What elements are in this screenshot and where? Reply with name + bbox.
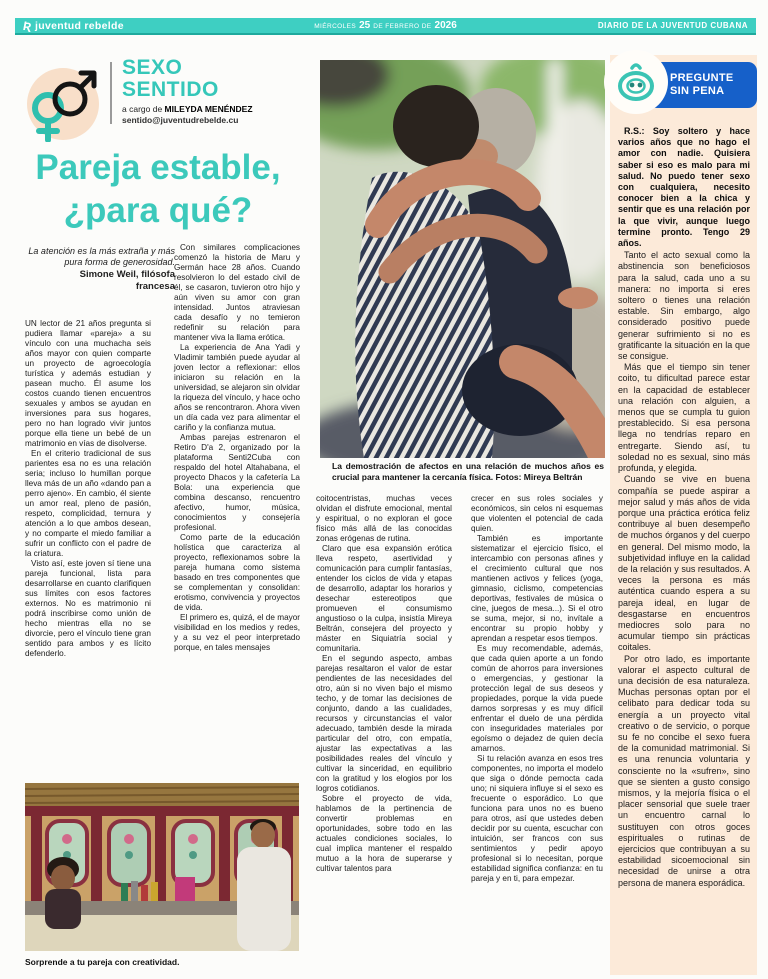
- paragraph: También es importante sistematizar el ejercicio físico, el intercambio con personas afines y el crecimiento cultural que nos mantienen activos y felices (yoga, gimnasio, ciclismo, competencias deportivas, festivales de música o cine, juegos de mesa...). Si el otro se suma, mejor, si no, invítale a encontrar su propio hobby y aprendan a respetar esos tiempos.: [471, 534, 603, 643]
- paragraph: crecer en sus roles sociales y económicos, sin celos ni esquemas que violenten el potencial de cada quien.: [471, 494, 603, 533]
- answer-paragraph: Por otro lado, es importante valorar el aspecto cultural de una decisión de esa naturaleza. Muchas personas optan por el celibato para dedicar toda su energía a un proyecto vital creativo o de servicio, o porque su fe no concibe el sexo fuera de la comunidad matrimonial. Si es una renuncia voluntaria y consciente no la «sufren», sino que se sienten a gusto consigo mismos, y la mejoría física o el placer sensorial que suele traer un encuentro carnal lo sustituyen con otros goces espirituales o rutinas de ejercicios que contribuyan a su estabilidad sicoemocional sin necesidad de unirse a otra persona de manera esporádica.: [618, 653, 750, 888]
- masthead-brand: juventud rebelde: [35, 19, 124, 32]
- paragraph: Claro que esa expansión erótica lleva respeto, asertividad y comunicación para cumplir fantasías, entender los ciclos de vida y etapas de desarrollo, adaptar los horarios y desechar estereotipos que promueven el consumismo angustioso o la culpa, insistía Mireya Beltrán, consejera del proyecto y máster en Siquiatría social y comunitaria.: [316, 544, 452, 653]
- paragraph: Si tu relación avanza en esos tres componentes, no importa el modelo que siga o dónde pernocta cada uno; ni siquiera influye si el sexo es frecuente o esporádico. Lo que funciona para unos no es bueno para otros, así que ustedes deben decidir por su cuenta, escuchar con intuición, ser francos con sus sentimientos y pedir apoyo profesional si lo necesitan, porque estabilidad significa confianza: en tu pareja y en ti, para empezar.: [471, 754, 603, 883]
- date-year: 2026: [434, 20, 457, 31]
- paragraph: UN lector de 21 años pregunta si pudiera llamar «pareja» a su vínculo con una muchacha seis años mayor con quien comparte un proyecto de agroecología turística y además estudian y pasean mucho. Él asume los costos cuando tienen encuentros sexuales y ambos se ayudan en inversiones para sus hogares, pero no han logrado vivir juntos porque ella tiene un bebé de un matrimonio en vías de disolverse.: [25, 319, 151, 448]
- paragraph: En el segundo aspecto, ambas parejas resaltaron el valor de estar pendientes de las necesidades del otro, aún si no viven bajo el mismo techo, y de tomar las decisiones de conjunto, dando a las cualidades, recursos y circunstancias el valor adecuado, también desde la mirada particular del otro, con empatía, ajustar las expectativas a las posibilidades reales del vínculo y cultivar la sinceridad, en equilibrio con la gratitud y los elogios por los logros cotidianos.: [316, 654, 452, 793]
- paragraph: Como parte de la educación holística que caracteriza al proyecto, reflexionamos sobre la pareja humana como sistema basado en tres componentes que se complementan y consolidan: erotismo, convivencia y proyectos de vida.: [174, 533, 300, 612]
- answer-paragraph: Más que el tiempo sin tener coito, tu dificultad parece estar en la capacidad de establecer una relación con alguien, a menos que se cumpla tu guion prestablecido. Si esa persona llega no tendrías reparo en entregarte. Siendo así, tu soledad no es sexual, sino más profunda, y elegida.: [618, 362, 750, 474]
- jr-logo-icon: Ʀ: [23, 18, 32, 33]
- paragraph: La experiencia de Ana Yadi y Vladimir también puede ayudar al joven lector a reflexionar: ellos iniciaron su relación en la universidad, se alejaron sin olvidar la riqueza del vínculo, y hace ocho años se rencontraron. Ahora viven un día cada vez para alimentar el cariño y la confianza mutua.: [174, 343, 300, 432]
- paragraph: Ambas parejas estrenaron el Retiro D'a 2, organizado por la plataforma Senti2Cuba con respaldo del hotel Altahabana, el proyecto Dhacos y la cafetería La Bola: una experiencia que combina descanso, rencuentro afectivo, humor, música, conocimientos y consejería profesional.: [174, 433, 300, 532]
- article-headline: [8, 146, 308, 232]
- byline-line: [122, 104, 253, 115]
- masthead-bar: [15, 18, 756, 35]
- paragraph: Sobre el proyecto de vida, hablamos de la pertinencia de convertir problemas en oportunidades, sobre todo en las actuales condiciones sociales, lo cual implica mantener el respaldo mutuo a la hora de superarse y cultivar talentos para: [316, 794, 452, 873]
- masthead-date: [314, 20, 457, 31]
- byline-prefix: a cargo de: [122, 104, 165, 114]
- photo2-caption: Sorprende a tu pareja con creatividad.: [25, 957, 180, 967]
- article-column-2: [174, 243, 300, 779]
- paragraph: Visto así, este joven sí tiene una pareja funcional, lista para desarrollarse en cuanto clarifiquen sus límites con esos factores externos. No es matrimonio ni podrá inscribirse como unión de hecho mientras ella no se divorcie, pero el vínculo tiene gran sentido para ambos y es lícito defenderlo.: [25, 559, 151, 658]
- sidebar-qa: [618, 126, 750, 889]
- pull-quote-text: La atención es la más extraña y más pura forma de generosidad.: [28, 246, 175, 267]
- article-column-4: [471, 494, 603, 976]
- byline-name: MILEYDA MENÉNDEZ: [164, 104, 253, 114]
- photo-bar-scene: [25, 783, 299, 951]
- paragraph: coitocentristas, muchas veces olvidan el disfrute emocional, mental y espiritual, o no exploran el goce físico más allá de las conocidas zonas erógenas de rutina.: [316, 494, 452, 543]
- section-byline: [122, 104, 253, 125]
- masthead-tagline: DIARIO DE LA JUVENTUD CUBANA: [597, 21, 748, 30]
- date-weekday: MIÉRCOLES: [314, 23, 357, 30]
- sidebar-title-line2: SIN PENA: [670, 85, 725, 97]
- pull-quote-attribution: [25, 269, 175, 292]
- photo-caption: La demostración de afectos en una relación de muchos años es crucial para mantener la cercanía física. Fotos: Mireya Beltrán: [332, 461, 604, 482]
- date-day: 25: [359, 20, 371, 31]
- headline-line2: ¿para qué?: [63, 191, 253, 230]
- masthead-brand-group: [23, 20, 314, 32]
- section-divider: [110, 62, 112, 124]
- sidebar-title-line1: PREGUNTE: [670, 72, 734, 84]
- pull-quote: [25, 246, 175, 292]
- paragraph: El primero es, quizá, el de mayor visibilidad en los medios y redes, y a su vez el peor interpretado porque, en tales mensajes: [174, 613, 300, 652]
- answer-paragraph: Cuando se vive en buena compañía se puede aspirar a mejor salud y más años de vida porque una práctica erótica feliz contribuye al buen desempeño de muchos órganos y del cuerpo en general. Del mismo modo, la subjetividad influye en la calidad de la relación y sus resultados. A veces la persona es más auténtica cuando espera a su pareja ideal, en lugar de desgastarse en encuentros mediocres solo para no acumular tiempo sin prácticas coitales.: [618, 474, 750, 653]
- date-middle: DE FEBRERO DE: [373, 23, 432, 30]
- quote-attr-line1: Simone Weil, filósofa: [79, 269, 175, 280]
- paragraph: Es muy recomendable, además, que cada quien aporte a un fondo común de ahorros para inversiones o emergencias, y gestionar la protección legal de sus deseos y propiedades, porque la vida puede darnos sorpresas y es muy difícil enfrentar el duelo de una pérdida con inseguridades materiales por egoísmo o dejadez de quien decía amarnos.: [471, 644, 603, 753]
- article-column-1: [25, 319, 151, 779]
- reader-question: R.S.: Soy soltero y hace varios años que no hago el amor con nadie. Quisiera saber si eso es malo para mi salud. No puedo tener sexo con cualquiera, necesito conocer bien a la chica y sentir que es una relación por la que vivir, aunque luego termine pronto. Tengo 29 años.: [618, 126, 750, 249]
- paragraph: En el criterio tradicional de sus parientes esa no es una relación seria; incluso lo humillan porque lleva más de un año «dando pan a perro ajeno». En cambio, él siente un amor real, pleno de pasión, respeto, complicidad, ternura y atención a lo que ambos desean, y no comparte el miedo familiar a sufrir un conflicto con el padre de la criatura.: [25, 449, 151, 558]
- answer-paragraph: Tanto el acto sexual como la abstinencia son beneficiosos para la salud, cada uno a su manera: no importa si eres soltero o tienes una relación estable. Sin embargo, algo considerado positivo puede generar sufrimiento si no es gratificante la situación en la que se consigue.: [618, 250, 750, 362]
- gender-symbols-icon: [18, 58, 106, 142]
- headline-line1: Pareja estable,: [35, 148, 281, 187]
- section-title-line2: SENTIDO: [122, 78, 219, 101]
- condom-icon: [604, 50, 668, 114]
- section-title-line1: SEXO: [122, 56, 183, 79]
- section-title: [122, 57, 219, 101]
- photo-couple-hug: [320, 60, 605, 458]
- quote-attr-line2: francesa: [135, 280, 175, 292]
- article-column-3: [316, 494, 452, 976]
- paragraph: Con similares complicaciones comenzó la historia de Maru y Germán hace 28 años. Cuando resolvieron lo del estado civil de él, se casaron, tuvieron otro hijo y aún viven su amor con gran intensidad. Juntos atraviesan cada desafío y no temieron redefinir su relación para mantener viva la llama erótica.: [174, 243, 300, 342]
- section-email[interactable]: sentido@juventudrebelde.cu: [122, 114, 239, 125]
